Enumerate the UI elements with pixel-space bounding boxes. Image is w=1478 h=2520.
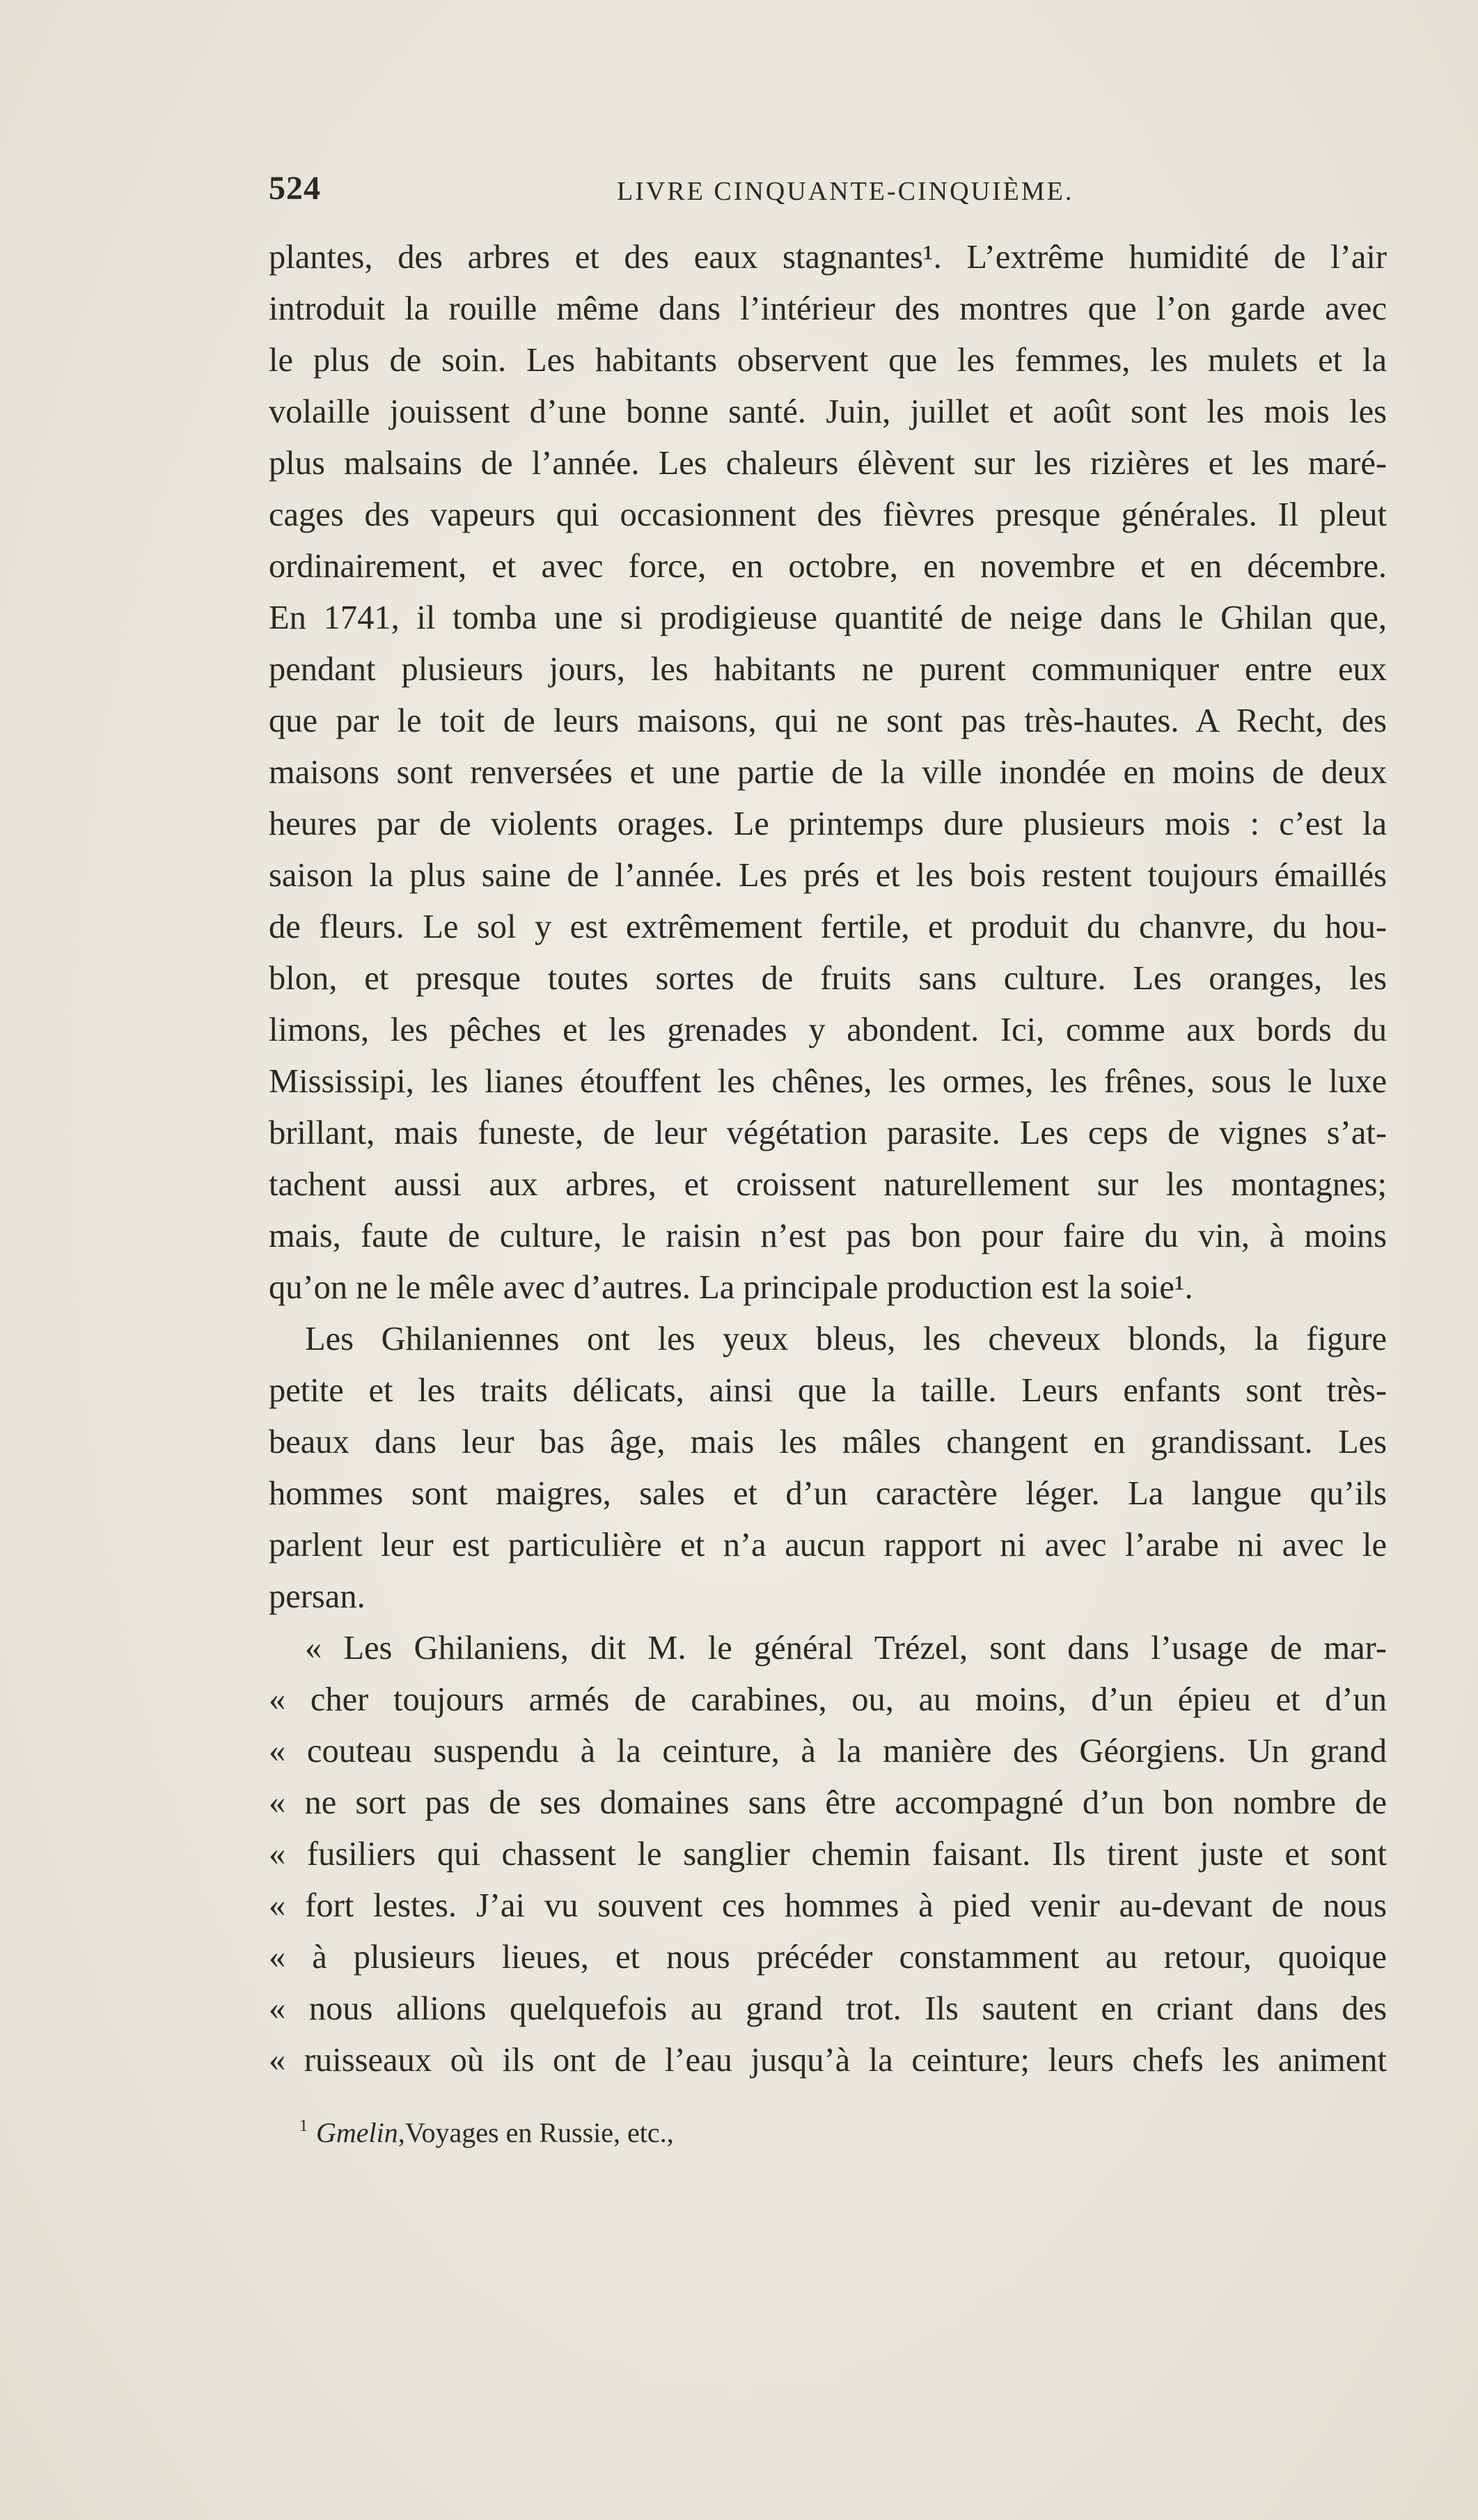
text-line: brillant, mais funeste, de leur végétation parasite. Les ceps de vignes s’at- [269,1115,1387,1151]
text-line: Les Ghilaniennes ont les yeux bleus, les cheveux blonds, la figure [305,1321,1387,1357]
text-line: qu’on ne le mêle avec d’autres. La principale production est la soie¹. [269,1269,1193,1306]
text-line: persan. [269,1578,365,1615]
footnote-marker: 1 [299,2117,308,2135]
text-line: « fort lestes. J’ai vu souvent ces hommes à pied venir au-devant de nous [269,1887,1387,1924]
text-line: tachent aussi aux arbres, et croissent naturellement sur les montagnes; [269,1166,1387,1203]
text-line: « nous allions quelquefois au grand trot. Ils sautent en criant dans des [269,1990,1387,2027]
footnote [299,2116,674,2149]
text-line: volaille jouissent d’une bonne santé. Juin, juillet et août sont les mois les [269,393,1387,430]
text-line: « fusiliers qui chassent le sanglier chemin faisant. Ils tirent juste et sont [269,1836,1387,1873]
text-line: « à plusieurs lieues, et nous précéder constamment au retour, quoique [269,1939,1387,1976]
text-line: pendant plusieurs jours, les habitants ne purent communiquer entre eux [269,651,1387,688]
running-head [269,169,1387,211]
text-line: ordinairement, et avec force, en octobre, en novembre et en décembre. [269,548,1387,585]
text-line: parlent leur est particulière et n’a aucun rapport ni avec l’arabe ni avec le [269,1527,1387,1564]
text-line: blon, et presque toutes sortes de fruits sans culture. Les oranges, les [269,960,1387,997]
text-line: maisons sont renversées et une partie de la ville inondée en moins de deux [269,754,1387,791]
text-line: « couteau suspendu à la ceinture, à la manière des Géorgiens. Un grand [269,1733,1387,1770]
text-line: En 1741, il tomba une si prodigieuse quantité de neige dans le Ghilan que, [269,599,1387,636]
text-line: hommes sont maigres, sales et d’un caractère léger. La langue qu’ils [269,1475,1387,1512]
text-line: limons, les pêches et les grenades y abondent. Ici, comme aux bords du [269,1011,1387,1048]
page-number: 524 [269,170,321,207]
footnote-author: Gmelin [316,2117,398,2148]
text-line: « cher toujours armés de carabines, ou, au moins, d’un épieu et d’un [269,1681,1387,1718]
text-line: de fleurs. Le sol y est extrêmement fertile, et produit du chanvre, du hou- [269,908,1387,945]
text-line: beaux dans leur bas âge, mais les mâles changent en grandissant. Les [269,1424,1387,1460]
running-title: LIVRE CINQUANTE-CINQUIÈME. [617,177,1074,206]
text-line: cages des vapeurs qui occasionnent des fièvres presque générales. Il pleut [269,496,1387,533]
body-text [269,232,1387,2086]
text-line: le plus de soin. Les habitants observent que les femmes, les mulets et la [269,342,1387,379]
text-line: introduit la rouille même dans l’intérieur des montres que l’on garde avec [269,290,1387,327]
text-line: « ruisseaux où ils ont de l’eau jusqu’à la ceinture; leurs chefs les animent [269,2042,1387,2079]
text-line: mais, faute de culture, le raisin n’est pas bon pour faire du vin, à moins [269,1218,1387,1254]
text-line: plus malsains de l’année. Les chaleurs élèvent sur les rizières et les maré- [269,445,1387,482]
text-line: que par le toit de leurs maisons, qui ne sont pas très-hautes. A Recht, des [269,702,1387,739]
text-line: « ne sort pas de ses domaines sans être accompagné d’un bon nombre de [269,1784,1387,1821]
text-line: saison la plus saine de l’année. Les prés et les bois restent toujours émaillés [269,857,1387,894]
text-line: Mississipi, les lianes étouffent les chênes, les ormes, les frênes, sous le luxe [269,1063,1387,1100]
text-line: petite et les traits délicats, ainsi que la taille. Leurs enfants sont très- [269,1372,1387,1409]
footnote-text: ,Voyages en Russie, etc., [398,2117,674,2148]
text-line: « Les Ghilaniens, dit M. le général Trézel, sont dans l’usage de mar- [305,1630,1387,1667]
text-line: heures par de violents orages. Le printemps dure plusieurs mois : c’est la [269,805,1387,842]
text-line: plantes, des arbres et des eaux stagnantes¹. L’extrême humidité de l’air [269,239,1387,276]
